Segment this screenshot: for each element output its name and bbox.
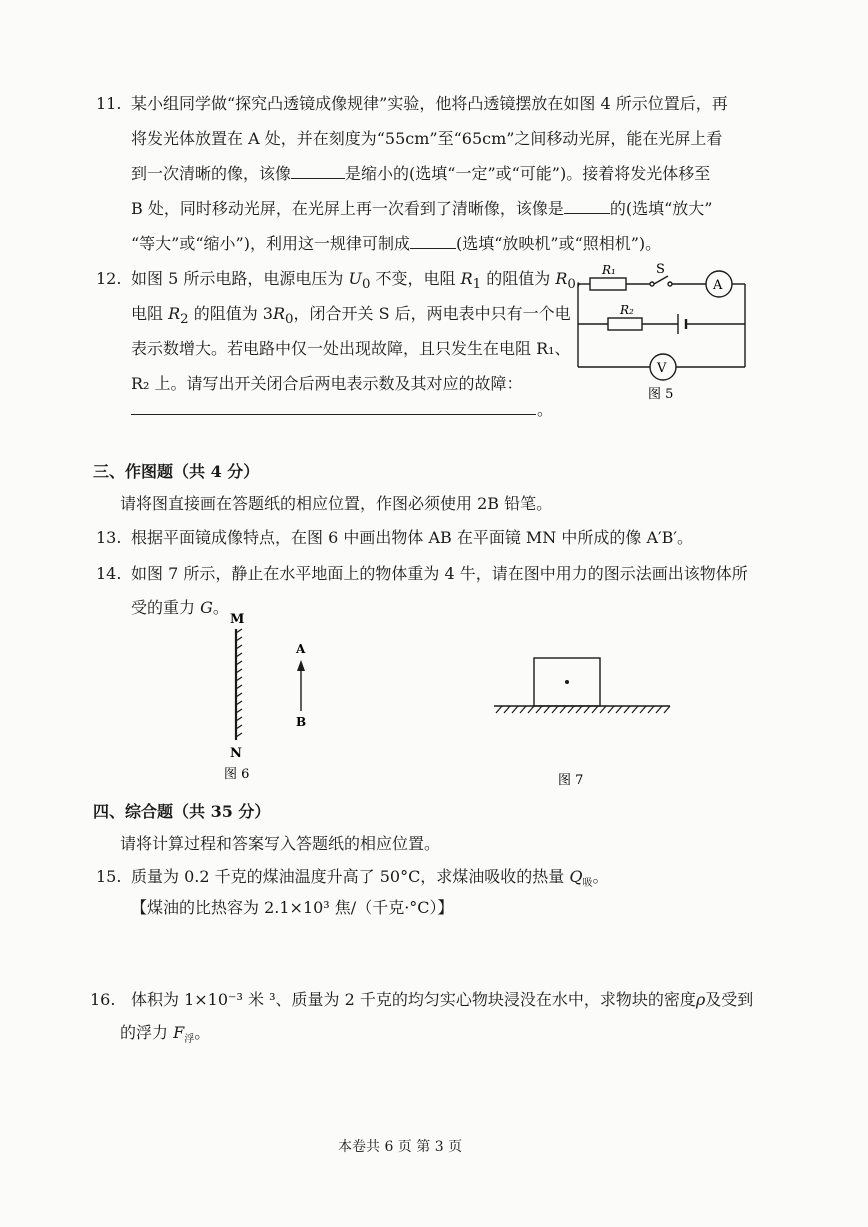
voltmeter-label: V	[657, 361, 667, 376]
q12-var: R	[460, 269, 473, 288]
q12-sub: 0	[567, 277, 576, 293]
q12-line-end: 。	[537, 400, 554, 419]
q14-number: 14.	[96, 564, 122, 583]
q12-text: 电阻	[131, 304, 169, 323]
ammeter-label: A	[713, 278, 723, 293]
center-point	[565, 680, 569, 684]
section-3-instruction: 请将图直接画在答题纸的相应位置，作图必须使用 2B 铅笔。	[120, 494, 553, 513]
q16-line-1	[131, 990, 753, 1010]
q12-answer-line[interactable]	[131, 414, 536, 415]
q12-text: ，闭合开关 S 后，两电表中只有一个电	[293, 304, 571, 323]
q16-line-2	[120, 1023, 210, 1050]
point-a-label: A	[296, 642, 306, 656]
q12-text: 的阻值为 3	[188, 304, 273, 323]
q14-text: 受的重力	[131, 598, 201, 617]
q12-text: 的阻值为	[481, 269, 556, 288]
figure-7-caption: 图 7	[558, 773, 584, 788]
q14-var: G	[200, 598, 213, 617]
q11-line-3	[131, 164, 710, 184]
r2-label: R₂	[620, 303, 634, 317]
q11-line-4	[131, 199, 712, 219]
resistor-r1	[590, 278, 626, 290]
q11-line-5	[131, 234, 661, 254]
figure-6-mirror	[210, 605, 330, 785]
q12-text: 不变，电阻	[370, 269, 461, 288]
q16-var: F	[173, 1023, 185, 1042]
q12-sub: 1	[472, 277, 482, 293]
q11-line-1: 某小组同学做“探究凸透镜成像规律”实验，他将凸透镜摆放在如图 4 所示位置后，再	[131, 94, 728, 113]
q16-text: 的浮力	[120, 1023, 174, 1042]
q12-line-1	[131, 269, 592, 295]
page-footer: 本卷共 6 页 第 3 页	[338, 1139, 463, 1155]
q14-line-1: 如图 7 所示，静止在水平地面上的物体重为 4 牛，请在图中用力的图示法画出该物体所	[131, 564, 748, 583]
section-4-instruction: 请将计算过程和答案写入答题纸的相应位置。	[120, 834, 441, 853]
q14-text: 。	[212, 598, 229, 617]
q12-line-3: 表示数增大。若电路中仅一处出现故障，且只发生在电阻 R₁、	[131, 339, 571, 358]
q15-line-1	[131, 867, 609, 894]
q13-text: 根据平面镜成像特点，在图 6 中画出物体 AB 在平面镜 MN 中所成的像 A′B′。	[131, 528, 694, 547]
q11-answer-blank-1[interactable]	[291, 164, 345, 179]
q15-var: Q	[569, 867, 583, 886]
q12-var: R	[272, 304, 286, 323]
q16-var: ρ	[695, 990, 706, 1009]
q15-number: 15.	[96, 867, 122, 886]
q12-sub: 2	[180, 312, 189, 328]
q12-text: 如图 5 所示电路，电源电压为	[131, 269, 349, 288]
mirror-end-m: M	[230, 612, 245, 627]
q11-line-2: 将发光体放置在 A 处，并在刻度为“55cm”至“65cm”之间移动光屏，能在光屏上看	[131, 129, 723, 148]
arrow-head	[297, 660, 305, 671]
resistor-r2	[608, 318, 642, 330]
q11-number: 11.	[96, 94, 122, 113]
q11-answer-blank-2[interactable]	[564, 199, 610, 214]
r1-label: R₁	[602, 263, 616, 277]
q15-sub: 吸	[582, 878, 593, 890]
q16-text: 体积为 1×10⁻³ 米 ³、质量为 2 千克的均匀实心物块浸没在水中，求物块的密度	[131, 990, 696, 1009]
q16-text: 及受到	[705, 990, 754, 1009]
figure-5-circuit	[570, 262, 760, 412]
q16-number: 16.	[90, 990, 116, 1009]
q12-line-4: R₂ 上。请写出开关闭合后两电表示数及其对应的故障：	[131, 374, 523, 393]
q12-sub: 0	[285, 312, 294, 328]
q12-var: R	[555, 269, 568, 288]
q11-text: B 处，同时移动光屏，在光屏上再一次看到了清晰像，该像是	[131, 199, 564, 218]
q13-number: 13.	[96, 528, 122, 547]
figure-6-caption: 图 6	[224, 767, 250, 782]
q15-line-2: 【煤油的比热容为 2.1×10³ 焦/（千克·°C）】	[131, 898, 454, 917]
q12-text: ，	[575, 269, 592, 288]
q12-number: 12.	[96, 269, 122, 288]
q16-text: 。	[194, 1023, 211, 1042]
q11-text: (选填“放映机”或“照相机”)。	[455, 234, 662, 253]
q11-text: 的(选填“放大”	[609, 199, 713, 218]
q12-line-2	[131, 304, 571, 330]
q11-text: “等大”或“缩小”)，利用这一规律可制成	[131, 234, 410, 253]
q11-text: 是缩小的(选填“一定”或“可能”)。接着将发光体移至	[345, 164, 711, 183]
s-label: S	[656, 262, 665, 277]
q11-answer-blank-3[interactable]	[410, 234, 456, 249]
q12-sub: 0	[361, 277, 371, 293]
section-3-title: 三、作图题（共 4 分）	[93, 462, 260, 481]
switch-s	[650, 282, 654, 286]
figure-7-block	[490, 652, 680, 792]
q12-var: U	[348, 269, 362, 288]
point-b-label: B	[296, 715, 307, 729]
q11-text: 到一次清晰的像，该像	[131, 164, 292, 183]
figure-5-caption: 图 5	[648, 387, 674, 402]
q12-var: R	[168, 304, 181, 323]
mirror-end-n: N	[230, 746, 242, 761]
q16-sub: 浮	[184, 1034, 195, 1046]
section-4-title: 四、综合题（共 35 分）	[93, 802, 271, 821]
q15-text: 质量为 0.2 千克的煤油温度升高了 50°C，求煤油吸收的热量	[131, 867, 570, 886]
q15-text: 。	[592, 867, 609, 886]
